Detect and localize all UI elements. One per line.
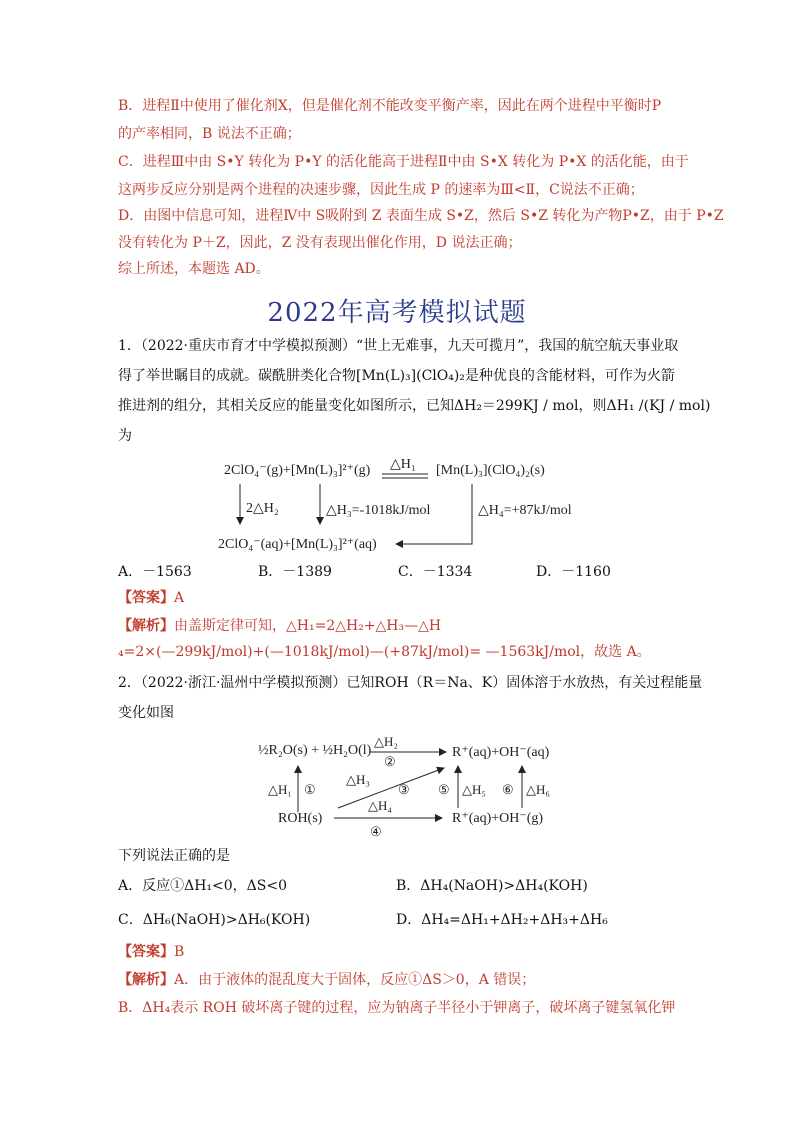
q1-option-b: B．－1389	[258, 564, 332, 580]
q2-line1: 2．（2022·浙江·温州中学模拟预测）已知ROH（R＝Na、K）固体溶于水放热，有关过程能量	[118, 675, 703, 691]
q2-answer-value: B	[174, 944, 185, 960]
q1-product: [Mn(L)₃](ClO₄)₂(s)	[436, 463, 545, 478]
q1-answer	[118, 588, 184, 608]
prev-b-line1: B．进程Ⅱ中使用了催化剂X，但是催化剂不能改变平衡产率，因此在两个进程中平衡时P	[118, 98, 662, 114]
q1-dh2: 2△H₂	[246, 501, 279, 516]
q1-analysis-tag: 【解析】	[118, 618, 174, 634]
q2-n5: ⑤	[438, 782, 450, 797]
q2-n4: ④	[370, 824, 382, 839]
q1-answer-value: A	[174, 590, 185, 606]
prev-c-line1: C．进程Ⅲ中由 S•Y 转化为 P•Y 的活化能高于进程Ⅱ中由 S•X 转化为 P•X 的活化能，由于	[118, 154, 689, 170]
q1-line3: 推进剂的组分，其相关反应的能量变化如图所示，已知ΔH₂＝299KJ / mol，则ΔH₁ /(KJ / mol)	[118, 398, 711, 414]
q2-dh1: △H₁	[268, 782, 292, 797]
q1-option-c: C．－1334	[398, 564, 473, 580]
q2-bottom-left: ROH(s)	[278, 811, 323, 826]
q2-bottom-right: R⁺(aq)+OH⁻(g)	[452, 811, 544, 826]
q1-dh4: △H₄=+87kJ/mol	[478, 503, 572, 518]
q2-option-b: B．ΔH₄(NaOH)>ΔH₄(KOH)	[396, 878, 588, 894]
q2-top-left: ½R₂O(s) + ½H₂O(l)	[258, 743, 372, 758]
q1-bottom: 2ClO₄⁻(aq)+[Mn(L)₃]²⁺(aq)	[218, 537, 377, 552]
prev-c-line2: 这两步反应分别是两个进程的决速步骤，因此生成 P 的速率为Ⅲ<Ⅱ，C说法不正确；	[118, 182, 644, 198]
prev-d-line2: 没有转化为 P＋Z，因此，Z 没有表现出催化作用，D 说法正确；	[118, 235, 522, 251]
q2-answer-tag: 【答案】	[118, 944, 174, 960]
prev-d-line1: D．由图中信息可知，进程Ⅳ中 S吸附到 Z 表面生成 S•Z，然后 S•Z 转化为产物P•Z，由于 P•Z	[118, 208, 724, 224]
q2-n6: ⑥	[502, 782, 514, 797]
q2-dh2: △H₂	[374, 734, 398, 749]
q2-line2: 变化如图	[118, 705, 174, 721]
q1-answer-tag: 【答案】	[118, 590, 174, 606]
q1-analysis-line1: 由盖斯定律可知，△H₁=2△H₂+△H₃—△H	[174, 618, 442, 634]
q1-dh1: △H₁	[390, 457, 416, 472]
q2-dh6: △H₆	[526, 782, 550, 797]
q2-analysis-line2: B．ΔH₄表示 ROH 破坏离子键的过程，应为钠离子半径小于钾离子，破坏离子键氢氧化钾	[118, 1000, 676, 1016]
q2-analysis-line1: A．由于液体的混乱度大于固体，反应①ΔS＞0，A 错误；	[174, 972, 536, 988]
q1-line2: 得了举世瞩目的成就。碳酰肼类化合物[Mn(L)₃](ClO₄)₂是种优良的含能材料，可作为火箭	[118, 368, 675, 384]
q1-line4: 为	[118, 428, 132, 444]
q1-line1: 1．（2022·重庆市育才中学模拟预测）“世上无难事，九天可揽月”，我国的航空航天事业取	[118, 338, 679, 354]
q2-energy-diagram	[258, 728, 578, 840]
q1-dh3: △H₃=-1018kJ/mol	[326, 503, 431, 518]
q2-answer	[118, 942, 184, 962]
q2-dh4: △H₄	[368, 798, 392, 813]
section-title: 2022年高考模拟试题	[267, 298, 527, 328]
q2-option-d: D．ΔH₄=ΔH₁+ΔH₂+ΔH₃+ΔH₆	[396, 912, 608, 928]
q2-analysis-tag: 【解析】	[118, 972, 174, 988]
q1-reactants: 2ClO₄⁻(g)+[Mn(L)₃]²⁺(g)	[224, 463, 371, 478]
q2-n2: ②	[384, 754, 396, 769]
q2-question: 下列说法正确的是	[118, 848, 230, 864]
q2-dh3: △H₃	[346, 772, 370, 787]
q1-option-d: D．－1160	[536, 564, 611, 580]
prev-b-line2: 的产率相同，B 说法不正确；	[118, 126, 301, 142]
q2-n1: ①	[304, 782, 316, 797]
q1-option-a: A．－1563	[118, 564, 192, 580]
q2-dh5: △H₅	[462, 782, 486, 797]
q2-n3: ③	[398, 782, 410, 797]
q1-energy-diagram	[210, 452, 610, 556]
q2-option-a: A．反应①ΔH₁<0，ΔS<0	[118, 878, 288, 894]
q1-analysis	[118, 616, 441, 636]
q1-analysis-line2: ₄=2×(—299kJ/mol)+(—1018kJ/mol)—(+87kJ/mol)= —1563kJ/mol，故选 A。	[118, 644, 651, 660]
q2-top-right: R⁺(aq)+OH⁻(aq)	[452, 745, 550, 760]
q2-analysis	[118, 970, 535, 990]
prev-summary: 综上所述，本题选 AD。	[118, 261, 270, 277]
q2-option-c: C．ΔH₆(NaOH)>ΔH₆(KOH)	[118, 912, 311, 928]
